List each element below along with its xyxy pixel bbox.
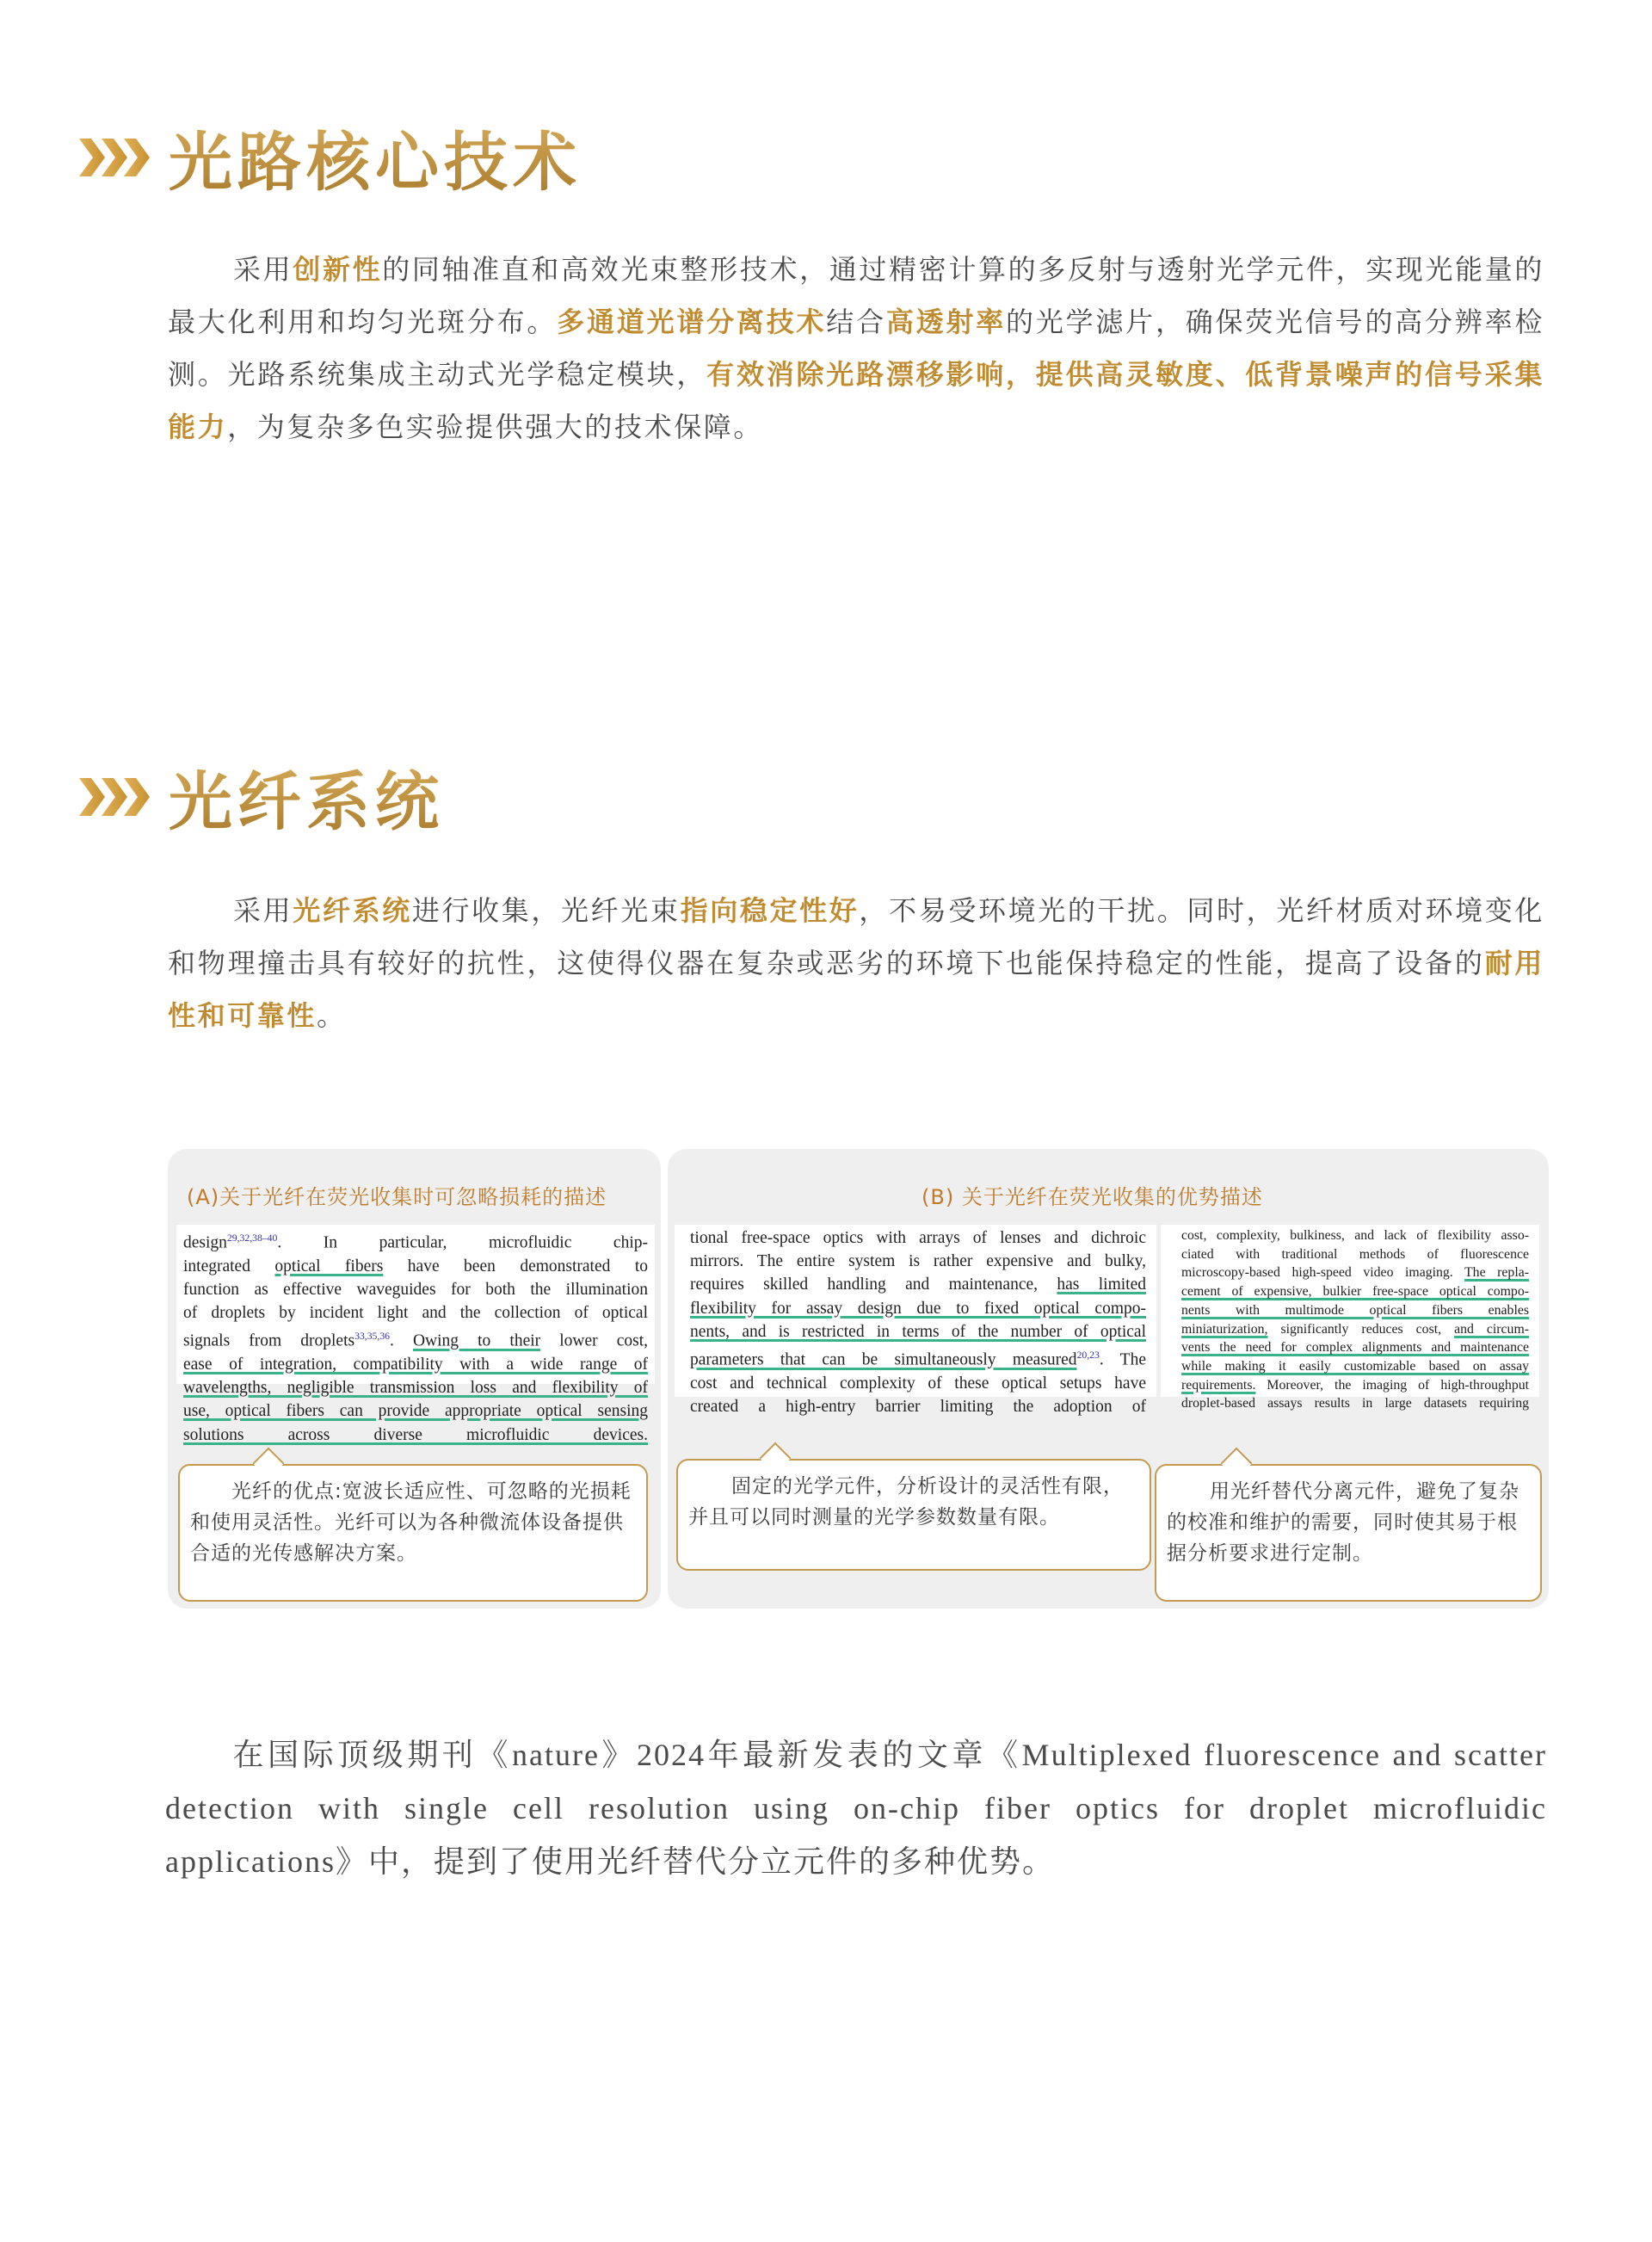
- underlined-text: and circum-: [1454, 1321, 1529, 1337]
- excerpt-text: significantly reduces cost,: [1267, 1321, 1455, 1337]
- panel-b-title: (B) 关于光纤在荧光收集的优势描述: [922, 1185, 1263, 1209]
- excerpt-line: [183, 1325, 648, 1353]
- highlight-text: 高透射率: [885, 306, 1007, 338]
- underlined-text: solutions across diverse microfluidic devices.: [183, 1425, 648, 1444]
- reference-text: 在国际顶级期刊《nature》2024年最新发表的文章《Multiplexed fluorescence and scatter detection with single cell resolution using on-chip fiber optics for droplet microfluidic applications》中，提到了使用光纤替代分立元件的多种优势。: [165, 1738, 1547, 1879]
- fiber-description: [168, 885, 1544, 1042]
- excerpt-text: mirrors. The entire system is rather expensive and bulky,: [690, 1252, 1146, 1271]
- underlined-text: while making it easily customizable based on assay: [1181, 1358, 1529, 1374]
- excerpt-line: [690, 1320, 1146, 1343]
- callout-a: [178, 1464, 648, 1602]
- highlight-text: 多通道光谱分离技术: [557, 306, 827, 338]
- highlight-text: 光纤系统: [293, 894, 412, 927]
- paper-excerpt-b-left: [675, 1225, 1156, 1416]
- callout-b-left: [676, 1459, 1151, 1571]
- body-text: 。: [317, 999, 347, 1032]
- underlined-text: cement of expensive, bulkier free-space optical compo-: [1181, 1284, 1529, 1300]
- excerpt-text: have been demonstrated to: [383, 1257, 648, 1275]
- excerpt-line: [1181, 1301, 1529, 1320]
- body-text: ，为复杂多色实验提供强大的技术保障。: [227, 411, 764, 443]
- body-text: 结合: [826, 306, 886, 338]
- underlined-text: flexibility for assay design due to fixed optical compo-: [690, 1299, 1146, 1318]
- excerpt-line: [183, 1301, 648, 1325]
- excerpt-line: [1181, 1320, 1529, 1339]
- underlined-text: has limited: [1057, 1275, 1146, 1294]
- excerpt-line: [1181, 1245, 1529, 1264]
- highlight-text: 创新性: [293, 253, 383, 286]
- excerpt-text: tional free-space optics with arrays of lenses and dichroic: [690, 1229, 1146, 1247]
- underlined-text: miniaturization,: [1181, 1321, 1268, 1337]
- body-text: 采用: [233, 894, 293, 927]
- triple-chevron-icon: [79, 139, 150, 176]
- callout-pointer: [1221, 1448, 1253, 1479]
- excerpt-text: signals from droplets: [183, 1331, 355, 1350]
- callout-b-right-text: 用光纤替代分离元件，避免了复杂的校准和维护的需要，同时使其易于根据分析要求进行定制。: [1167, 1480, 1519, 1565]
- excerpt-text: microscopy-based high-speed video imaging.: [1181, 1265, 1465, 1281]
- underlined-text: wavelengths, negligible transmission loss and flexibility of: [183, 1379, 648, 1398]
- excerpt-line: [183, 1278, 648, 1301]
- body-text: 的同轴准直和高效光束整形技术，通过精密计算的多反射与透射光学元件，实现光能量的最大化利用和均匀光斑分布。: [168, 253, 1544, 338]
- excerpt-line: [1181, 1357, 1529, 1376]
- section-heading-fiber: [79, 751, 444, 843]
- excerpt-text: .: [390, 1331, 413, 1350]
- excerpt-line: [690, 1250, 1146, 1273]
- underlined-text: vents the need for complex alignments and maintenance: [1181, 1340, 1529, 1356]
- excerpt-text: requires skilled handling and maintenance,: [690, 1275, 1057, 1294]
- underlined-text: nents with multimode optical fibers enables: [1181, 1302, 1529, 1318]
- callout-b-left-text: 固定的光学元件，分析设计的灵活性有限，并且可以同时测量的光学参数数量有限。: [688, 1475, 1124, 1529]
- highlight-text: 耐用性和可靠性: [168, 947, 1544, 1032]
- excerpt-text: of droplets by incident light and the collection of optical: [183, 1304, 648, 1323]
- paper-excerpt-b-right: [1161, 1225, 1539, 1411]
- section-title: 光路核心技术: [169, 112, 582, 203]
- excerpt-text: . The: [1099, 1350, 1147, 1369]
- excerpt-text: cost and technical complexity of these optical setups have: [690, 1374, 1146, 1393]
- underlined-text: parameters that can be simultaneously measured: [690, 1350, 1077, 1369]
- reference-paragraph: [165, 1728, 1547, 1888]
- excerpt-line: [183, 1424, 648, 1447]
- triple-chevron-icon: [79, 778, 150, 816]
- body-text: ，不易受环境光的干扰。同时，光纤材质对环境变化和物理撞击具有较好的抗性，这使得仪器在复杂或恶劣的环境下也能保持稳定的性能，提高了设备的: [168, 894, 1545, 979]
- callout-pointer: [760, 1442, 792, 1474]
- excerpt-text: droplet-based assays results in large datasets requiring: [1181, 1396, 1529, 1411]
- excerpt-line: [1181, 1226, 1529, 1245]
- excerpt-line: [183, 1255, 648, 1278]
- excerpt-line: [690, 1343, 1146, 1372]
- excerpt-text: created a high-entry barrier limiting the adoption of: [690, 1397, 1146, 1416]
- excerpt-line: [183, 1226, 648, 1255]
- excerpt-line: [690, 1372, 1146, 1395]
- excerpt-line: [183, 1376, 648, 1399]
- excerpt-text: lower cost,: [540, 1331, 649, 1350]
- excerpt-line: [1181, 1282, 1529, 1301]
- excerpt-text: cost, complexity, bulkiness, and lack of flexibility asso-: [1181, 1228, 1529, 1243]
- callout-pointer: [253, 1448, 285, 1479]
- excerpt-text: ciated with traditional methods of fluorescence: [1181, 1246, 1529, 1262]
- panel-b: [668, 1149, 1549, 1609]
- body-text: 的光学滤片，确保荧光信号的高分辨率检测。光路系统集成主动式光学稳定模块，: [168, 306, 1544, 391]
- excerpt-text: function as effective waveguides for both the illumination: [183, 1280, 648, 1299]
- excerpt-line: [1181, 1394, 1529, 1413]
- underlined-text: optical fibers: [274, 1257, 384, 1275]
- citation-ref: 20,23: [1076, 1350, 1100, 1362]
- citation-ref: 33,35,36: [354, 1331, 390, 1343]
- callout-b-right: [1155, 1464, 1542, 1602]
- excerpt-text: . In particular, microfluidic chip-: [277, 1233, 648, 1252]
- section-heading-optics: [79, 112, 582, 203]
- excerpt-line: [1181, 1376, 1529, 1395]
- citation-ref: 29,32,38–40: [226, 1232, 278, 1244]
- highlight-text: 指向稳定性好: [680, 894, 860, 927]
- body-text: 采用: [233, 253, 293, 286]
- excerpt-line: [183, 1399, 648, 1423]
- underlined-text: nents, and is restricted in terms of the number of optical: [690, 1322, 1146, 1341]
- excerpt-line: [183, 1353, 648, 1376]
- excerpt-line: [1181, 1263, 1529, 1282]
- paper-excerpt-a: [176, 1225, 655, 1444]
- underlined-text: requirements.: [1181, 1377, 1256, 1393]
- callout-a-text: 光纤的优点:宽波长适应性、可忽略的光损耗和使用灵活性。光纤可以为各种微流体设备提供合适的光传感解决方案。: [190, 1480, 632, 1565]
- panel-a-title: (A)关于光纤在荧光收集时可忽略损耗的描述: [187, 1185, 607, 1209]
- panel-a: [168, 1149, 661, 1609]
- underlined-text: use, optical fibers can provide appropriate optical sensing: [183, 1402, 648, 1421]
- excerpt-line: [690, 1273, 1146, 1296]
- section-title: 光纤系统: [169, 751, 444, 843]
- excerpt-line: [1181, 1338, 1529, 1357]
- underlined-text: The repla-: [1464, 1265, 1529, 1281]
- underlined-text: ease of integration, compatibility with a wide range of: [183, 1356, 648, 1374]
- body-text: 进行收集，光纤光束: [411, 894, 681, 927]
- underlined-text: Owing to their: [412, 1331, 541, 1350]
- excerpt-text: Moreover, the imaging of high-throughput: [1255, 1377, 1529, 1393]
- excerpt-text: integrated: [183, 1257, 275, 1275]
- excerpt-text: design: [183, 1233, 227, 1252]
- excerpt-line: [690, 1395, 1146, 1418]
- highlight-text: 有效消除光路漂移影响，提供高灵敏度、低背景噪声的信号采集能力: [168, 358, 1544, 443]
- excerpt-line: [690, 1297, 1146, 1320]
- optics-description: [168, 244, 1544, 454]
- excerpt-line: [690, 1226, 1146, 1250]
